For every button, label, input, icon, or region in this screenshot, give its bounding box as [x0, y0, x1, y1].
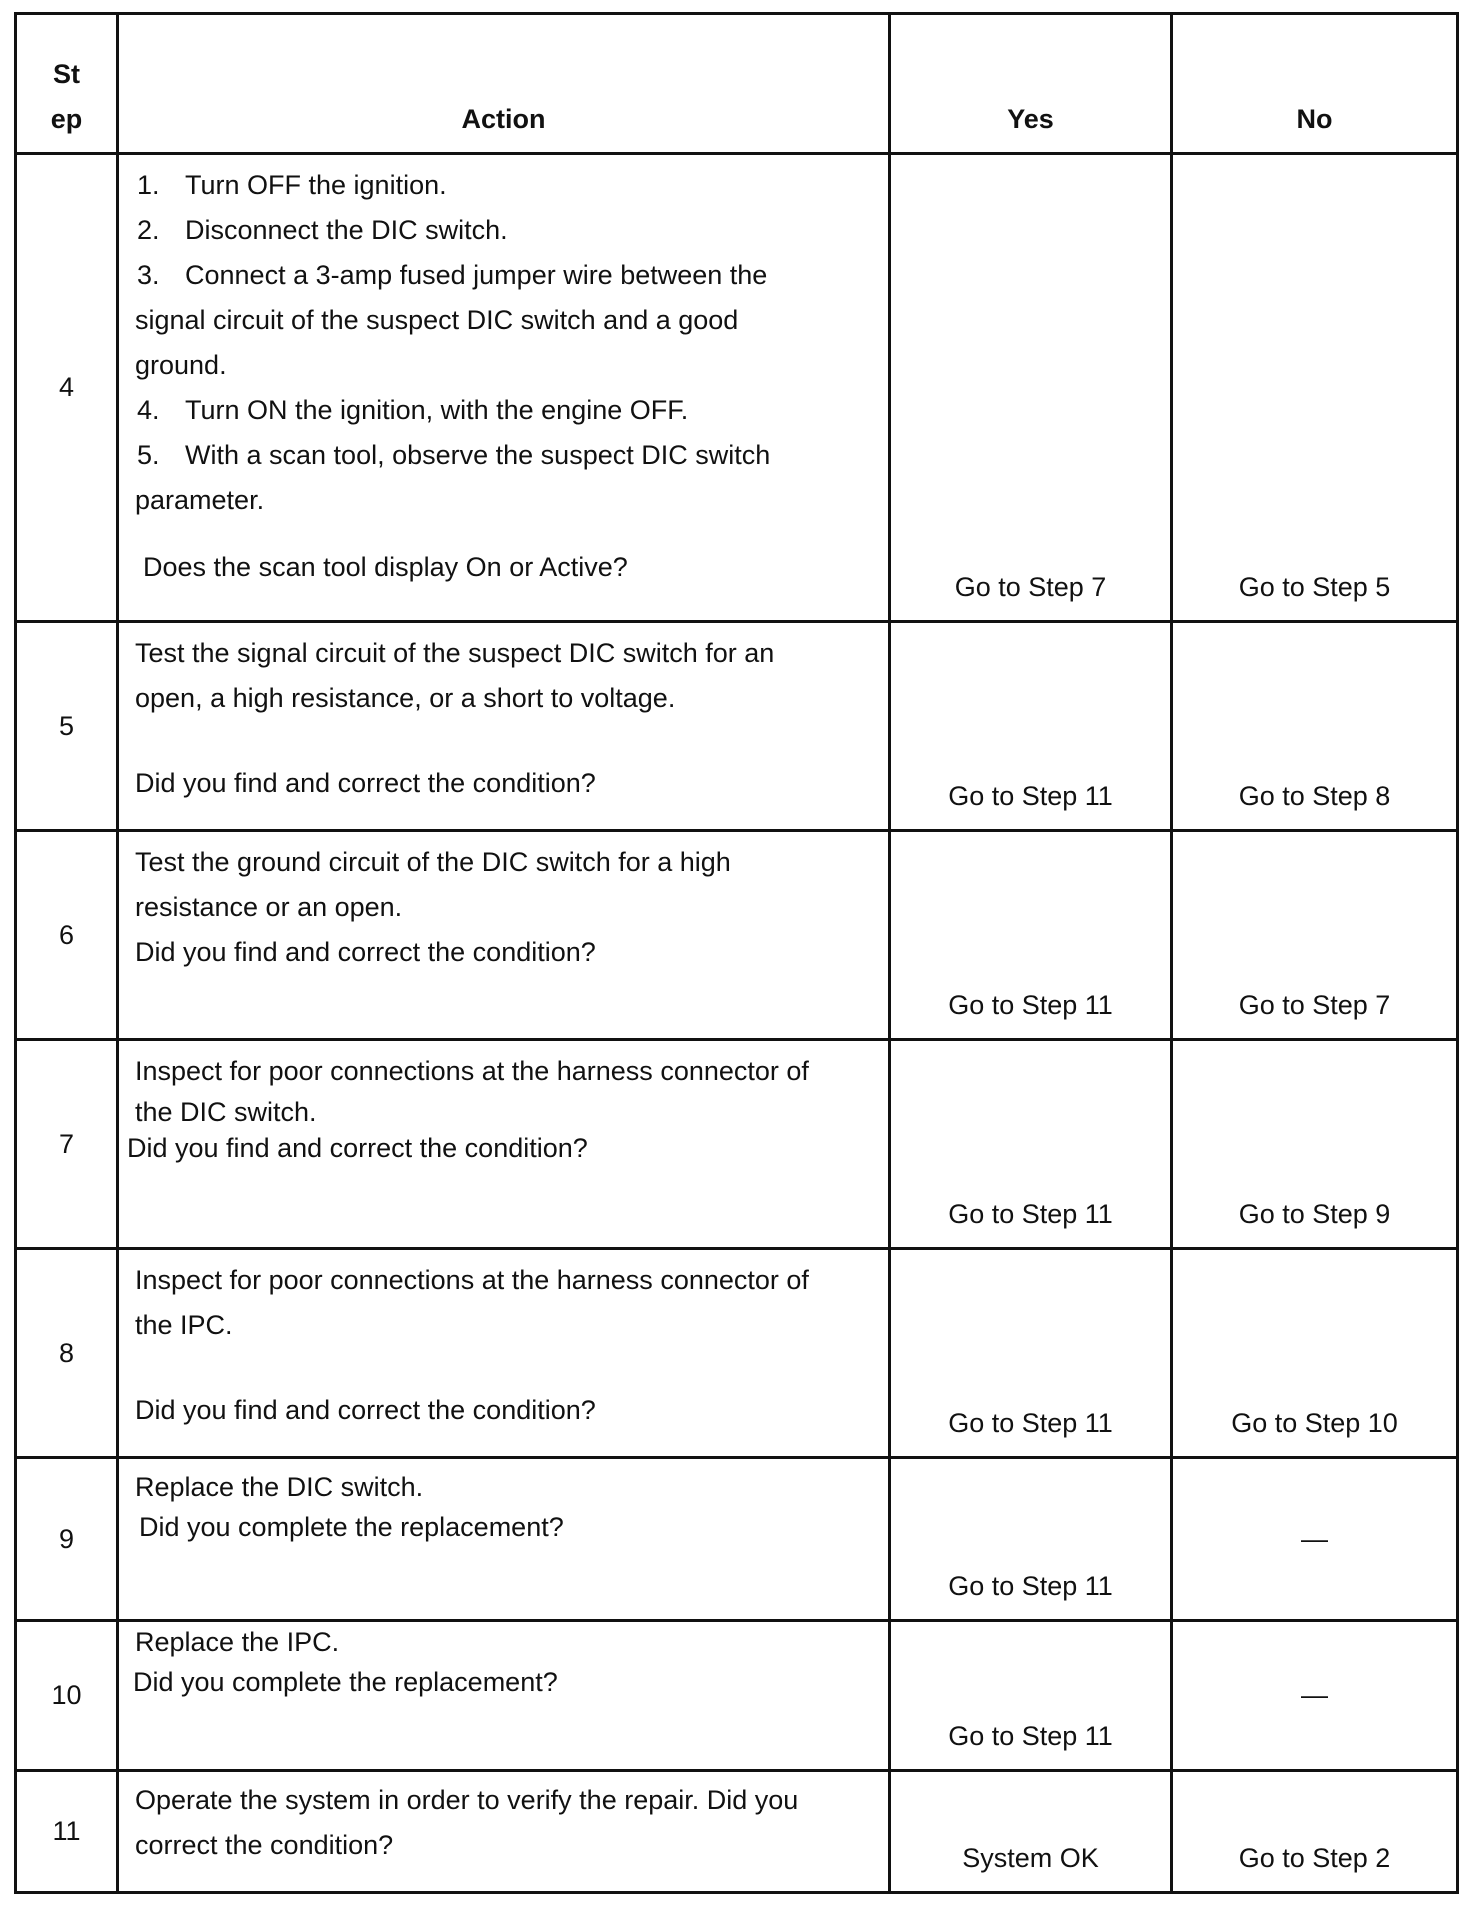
yes-result: Go to Step 11: [890, 1249, 1172, 1458]
action-question: Did you find and correct the condition?: [127, 1133, 588, 1163]
action-cell: [118, 154, 890, 622]
step-number: 4: [16, 154, 118, 622]
step-number: 6: [16, 831, 118, 1040]
action-cell: [118, 1771, 890, 1893]
action-question: Did you find and correct the condition?: [135, 768, 596, 798]
no-result: Go to Step 2: [1172, 1771, 1458, 1893]
step-number: 5: [16, 622, 118, 831]
action-question: Did you complete the replacement?: [139, 1512, 564, 1542]
action-cell: [118, 1040, 890, 1249]
action-question: Did you find and correct the condition?: [135, 1395, 596, 1425]
list-item: 1. Turn OFF the ignition.: [137, 170, 447, 200]
step-number: 9: [16, 1458, 118, 1621]
header-row: [16, 14, 1458, 154]
no-result: Go to Step 7: [1172, 831, 1458, 1040]
yes-result: Go to Step 11: [890, 1621, 1172, 1771]
action-text: resistance or an open.: [135, 892, 403, 922]
yes-result: Go to Step 11: [890, 1040, 1172, 1249]
step-number: 11: [16, 1771, 118, 1893]
diagnostic-table: [14, 12, 1459, 1894]
header-no: No: [1172, 14, 1458, 154]
action-cell: [118, 622, 890, 831]
no-result: Go to Step 5: [1172, 154, 1458, 622]
action-text: open, a high resistance, or a short to voltage.: [135, 683, 676, 713]
action-text: the IPC.: [135, 1310, 233, 1340]
action-text: Test the signal circuit of the suspect DIC switch for an: [135, 638, 775, 668]
no-result: —: [1172, 1621, 1458, 1771]
header-step-line2: ep: [50, 104, 83, 134]
list-item-continued: parameter.: [135, 485, 265, 515]
list-item-continued: ground.: [135, 350, 227, 380]
table-row: [16, 1249, 1458, 1458]
action-text: Test the ground circuit of the DIC switch for a high: [135, 847, 731, 877]
action-text: Inspect for poor connections at the harness connector of: [135, 1056, 809, 1086]
action-question: Did you complete the replacement?: [133, 1667, 558, 1697]
action-cell: [118, 1249, 890, 1458]
action-cell: [118, 831, 890, 1040]
no-result: Go to Step 8: [1172, 622, 1458, 831]
yes-result: Go to Step 11: [890, 622, 1172, 831]
table-row: [16, 1040, 1458, 1249]
action-text: the DIC switch.: [135, 1097, 317, 1127]
step-number: 8: [16, 1249, 118, 1458]
header-step-line1: St: [53, 59, 80, 89]
action-cell: [118, 1458, 890, 1621]
action-text: Replace the DIC switch.: [135, 1472, 424, 1502]
list-item-continued: signal circuit of the suspect DIC switch and a good: [135, 305, 739, 335]
header-step: [16, 14, 118, 154]
action-question: Did you find and correct the condition?: [135, 937, 596, 967]
list-item: 5. With a scan tool, observe the suspect DIC switch: [137, 440, 771, 470]
yes-result: Go to Step 11: [890, 1458, 1172, 1621]
list-item: 3. Connect a 3-amp fused jumper wire between the: [137, 260, 768, 290]
action-text: correct the condition?: [135, 1830, 394, 1860]
yes-result: Go to Step 7: [890, 154, 1172, 622]
no-result: Go to Step 10: [1172, 1249, 1458, 1458]
header-action: Action: [118, 14, 890, 154]
action-text: Operate the system in order to verify the repair. Did you: [135, 1785, 799, 1815]
list-item: 2. Disconnect the DIC switch.: [137, 215, 508, 245]
step-number: 7: [16, 1040, 118, 1249]
action-question: Does the scan tool display On or Active?: [143, 552, 628, 582]
table-row: [16, 622, 1458, 831]
step-number: 10: [16, 1621, 118, 1771]
action-cell: [118, 1621, 890, 1771]
action-text: Inspect for poor connections at the harness connector of: [135, 1265, 809, 1295]
table-row: [16, 154, 1458, 622]
header-yes: Yes: [890, 14, 1172, 154]
no-result: Go to Step 9: [1172, 1040, 1458, 1249]
no-result: —: [1172, 1458, 1458, 1621]
table-row: [16, 1771, 1458, 1893]
list-item: 4. Turn ON the ignition, with the engine OFF.: [137, 395, 689, 425]
action-text: Replace the IPC.: [135, 1627, 340, 1657]
table-row: [16, 1458, 1458, 1621]
yes-result: Go to Step 11: [890, 831, 1172, 1040]
yes-result: System OK: [890, 1771, 1172, 1893]
table-row: [16, 831, 1458, 1040]
table-row: [16, 1621, 1458, 1771]
